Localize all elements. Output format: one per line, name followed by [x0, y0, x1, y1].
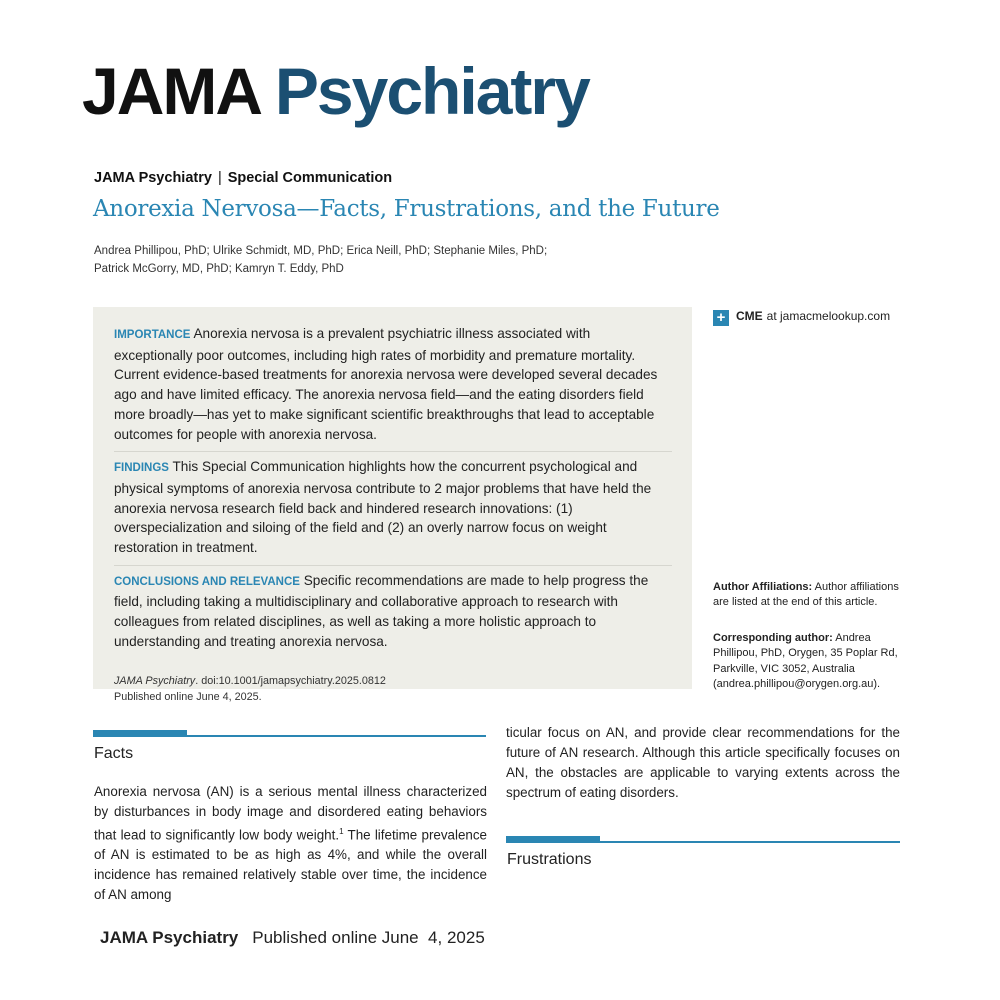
- facts-paragraph: [94, 782, 487, 905]
- frustrations-heading: Frustrations: [507, 851, 592, 868]
- cme-label: CME: [736, 308, 763, 323]
- author-list: [94, 242, 634, 278]
- kicker-separator: |: [217, 170, 222, 186]
- importance-label: IMPORTANCE: [114, 329, 191, 341]
- authors-line-1: Andrea Phillipou, PhD; Ulrike Schmidt, MD, PhD; Erica Neill, PhD; Stephanie Miles, PhD;: [94, 245, 548, 257]
- corresponding-text: Andrea Phillipou, PhD, Orygen, 35 Poplar Rd, Parkville, VIC 3052, Australia (andrea.phillipou@orygen.org.au).: [713, 632, 898, 691]
- abstract-divider: [114, 565, 672, 566]
- author-affiliations: [713, 580, 903, 611]
- findings-label: FINDINGS: [114, 462, 169, 475]
- article-kicker: [94, 170, 392, 186]
- cme-link[interactable]: [713, 305, 890, 326]
- conclusions-label: CONCLUSIONS AND RELEVANCE: [114, 575, 300, 588]
- citation-doi[interactable]: . doi:10.1001/jamapsychiatry.2025.0812: [195, 674, 386, 687]
- page-footer: [100, 928, 485, 948]
- masthead-jama: JAMA: [82, 54, 259, 128]
- section-rule-accent: [506, 836, 600, 842]
- journal-masthead: [82, 54, 589, 128]
- article-title: Anorexia Nervosa—Facts, Frustrations, and the Future: [93, 196, 720, 222]
- citation: [114, 673, 672, 705]
- conclusions-text: Specific recommendations are made to help progress the field, including taking a multidisciplinary and collaborative approach to research with colleagues from related disciplines, as well as taking a more holistic approach to understanding and treating anorexia nervosa.: [114, 572, 649, 649]
- section-rule-accent: [93, 730, 187, 736]
- kicker-journal: JAMA Psychiatry: [94, 170, 212, 186]
- citation-journal: JAMA Psychiatry: [114, 674, 196, 687]
- masthead-psychiatry: Psychiatry: [274, 54, 589, 128]
- kicker-article-type: Special Communication: [227, 170, 393, 186]
- facts-text-b: The lifetime prevalence of AN is estimated to be as high as 4%, and while the overall incidence has remained relatively stable over time, the incidence of AN among: [94, 827, 487, 903]
- abstract-importance: [114, 324, 672, 444]
- abstract-box: [93, 307, 692, 703]
- importance-text: Anorexia nervosa is a prevalent psychiatric illness associated with exceptionally poor outcomes, including high rates of morbidity and premature mortality. Current evidence-based treatments for anorexia nervosa were developed several decades ago and have limited efficacy. The anorexia nervosa field—and the eating disorders field more broadly—has yet to make significant scientific breakthroughs that lead to acceptable outcomes for people with anorexia nervosa.: [114, 326, 658, 442]
- affiliations-text: Author affiliations are listed at the end of this article.: [713, 581, 899, 609]
- reference-superscript[interactable]: 1: [339, 827, 344, 836]
- cme-url[interactable]: at jamacmelookup.com: [766, 308, 891, 323]
- citation-published: Published online June 4, 2025.: [114, 690, 262, 703]
- facts-text-a: Anorexia nervosa (AN) is a serious mental illness characterized by disturbances in body image and disordered eating behaviors that lead to significantly low body weight.: [94, 784, 487, 843]
- footer-journal: JAMA Psychiatry: [100, 928, 239, 947]
- corresponding-label: Corresponding author:: [713, 632, 833, 644]
- plus-icon[interactable]: +: [713, 310, 729, 326]
- findings-text: This Special Communication highlights how the concurrent psychological and physical symptoms of anorexia nervosa contribute to 2 major problems that have held the anorexia nervosa research field back and hindered research innovations: (1) overspecialization and siloing of the field and (2) an overly narrow focus on weight restoration in treatment.: [114, 459, 652, 556]
- abstract-divider: [114, 451, 672, 452]
- corresponding-author: [713, 631, 903, 693]
- citation-doi-line: [114, 673, 672, 689]
- column-2-paragraph: ticular focus on AN, and provide clear recommendations for the future of AN research. Although this article specifically focuses on AN, the obstacles are applicable to varying extents across the spectrum of eating disorders.: [506, 725, 900, 800]
- abstract-findings: [114, 457, 672, 558]
- facts-heading: Facts: [94, 745, 134, 762]
- footer-published: Published online June 4, 2025: [252, 928, 485, 947]
- abstract-conclusions: [114, 571, 672, 652]
- authors-line-2: Patrick McGorry, MD, PhD; Kamryn T. Eddy, PhD: [94, 263, 344, 275]
- affiliations-label: Author Affiliations:: [713, 581, 813, 593]
